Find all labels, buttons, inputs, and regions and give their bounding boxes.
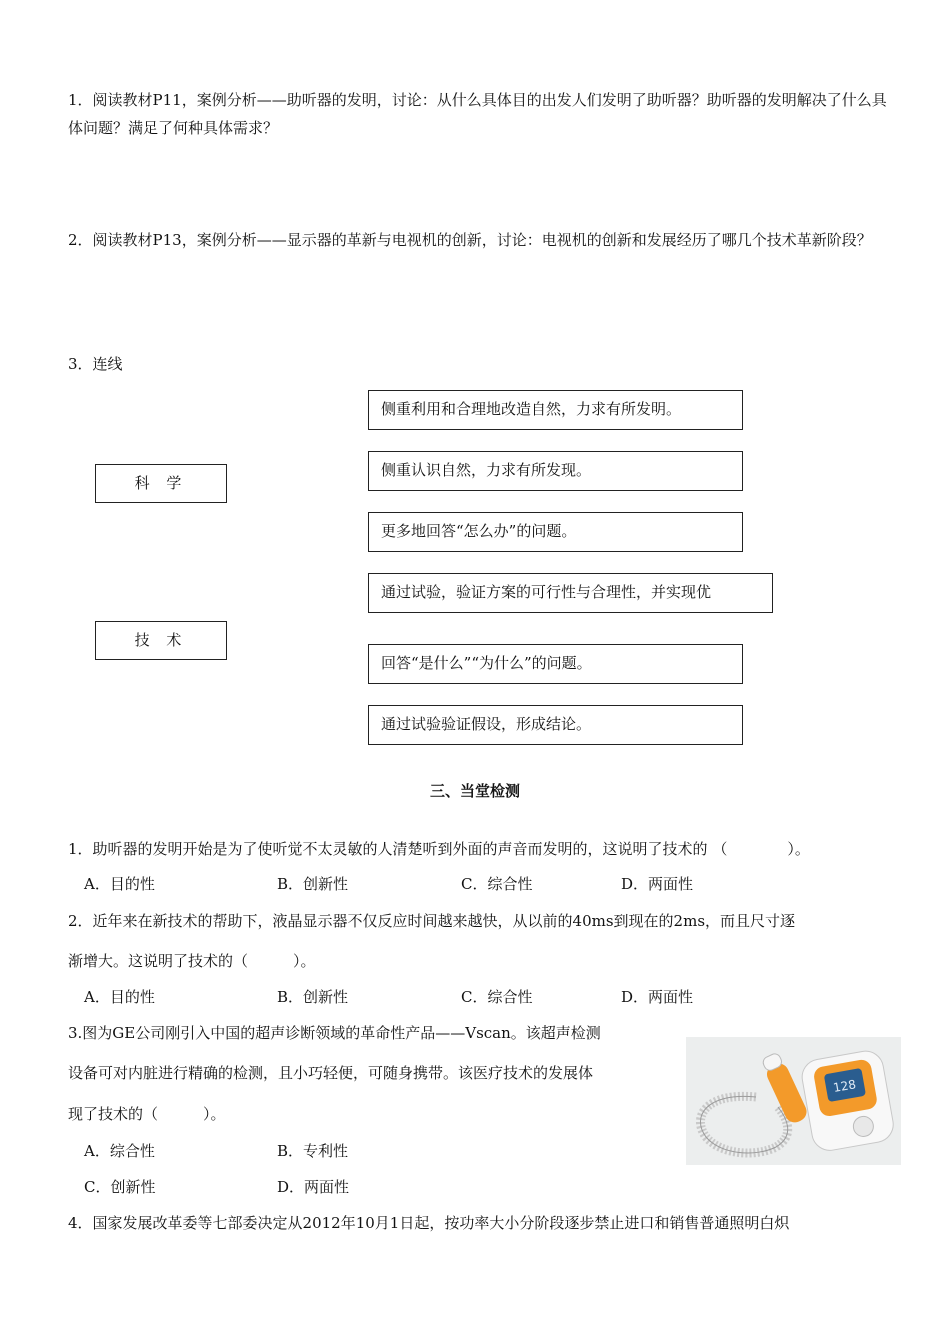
option-b: B．创新性 bbox=[277, 875, 349, 893]
section-heading: 三、当堂检测 bbox=[429, 782, 520, 800]
match-right-box: 侧重认识自然，力求有所发现。 bbox=[368, 451, 743, 491]
match-right-box: 通过试验验证假设，形成结论。 bbox=[368, 705, 743, 745]
option-d: D．两面性 bbox=[621, 875, 694, 893]
match-right-box: 侧重利用和合理地改造自然，力求有所发明。 bbox=[368, 390, 743, 430]
device-screen-readout: 128 bbox=[832, 1077, 858, 1095]
test-question-2-line1: 2．近年来在新技术的帮助下，液晶显示器不仅反应时间越来越快，从以前的40ms到现在的2ms，而且尺寸逐 bbox=[68, 912, 796, 930]
test-question-3-line2: 设备可对内脏进行精确的检测，且小巧轻便，可随身携带。该医疗技术的发展体 bbox=[68, 1064, 594, 1082]
match-right-box: 更多地回答“怎么办”的问题。 bbox=[368, 512, 743, 552]
option-c: C．综合性 bbox=[461, 988, 533, 1006]
option-d: D．两面性 bbox=[277, 1178, 350, 1196]
option-a: A．目的性 bbox=[84, 988, 155, 1006]
test-question-3-line1: 3.图为GE公司刚引入中国的超声诊断领域的革命性产品——Vscan。该超声检测 bbox=[68, 1024, 601, 1042]
test-question-1-stem: 1．助听器的发明开始是为了使听觉不太灵敏的人清楚听到外面的声音而发明的，这说明了技术的 （ ）。 bbox=[68, 840, 810, 858]
question-2-text: 2．阅读教材P13，案例分析——显示器的革新与电视机的创新，讨论：电视机的创新和发展经历了哪几个技术革新阶段？ bbox=[68, 231, 872, 249]
ultrasound-device-image bbox=[686, 1037, 901, 1165]
match-right-box: 回答“是什么”“为什么”的问题。 bbox=[368, 644, 743, 684]
option-d: D．两面性 bbox=[621, 988, 694, 1006]
test-question-2-line2: 渐增大。这说明了技术的（ ）。 bbox=[68, 952, 316, 970]
option-a: A．目的性 bbox=[84, 875, 155, 893]
match-left-technology: 技 术 bbox=[95, 621, 227, 660]
option-b: B．专利性 bbox=[277, 1142, 349, 1160]
test-question-3-line3: 现了技术的（ ）。 bbox=[68, 1105, 226, 1123]
option-c: C．综合性 bbox=[461, 875, 533, 893]
match-left-science: 科 学 bbox=[95, 464, 227, 503]
match-right-box: 通过试验，验证方案的可行性与合理性，并实现优 bbox=[368, 573, 773, 613]
test-question-4-line1: 4．国家发展改革委等七部委决定从2012年10月1日起，按功率大小分阶段逐步禁止进口和销售普通照明白炽 bbox=[68, 1214, 790, 1232]
ultrasound-device-illustration bbox=[686, 1037, 901, 1165]
question-1-text: 1．阅读教材P11，案例分析——助听器的发明，讨论：从什么具体目的出发人们发明了助听器？助听器的发明解决了什么具体问题？满足了何种具体需求？ bbox=[68, 91, 887, 137]
question-3-title: 3．连线 bbox=[68, 355, 123, 373]
option-a: A．综合性 bbox=[84, 1142, 155, 1160]
option-b: B．创新性 bbox=[277, 988, 349, 1006]
option-c: C．创新性 bbox=[84, 1178, 156, 1196]
